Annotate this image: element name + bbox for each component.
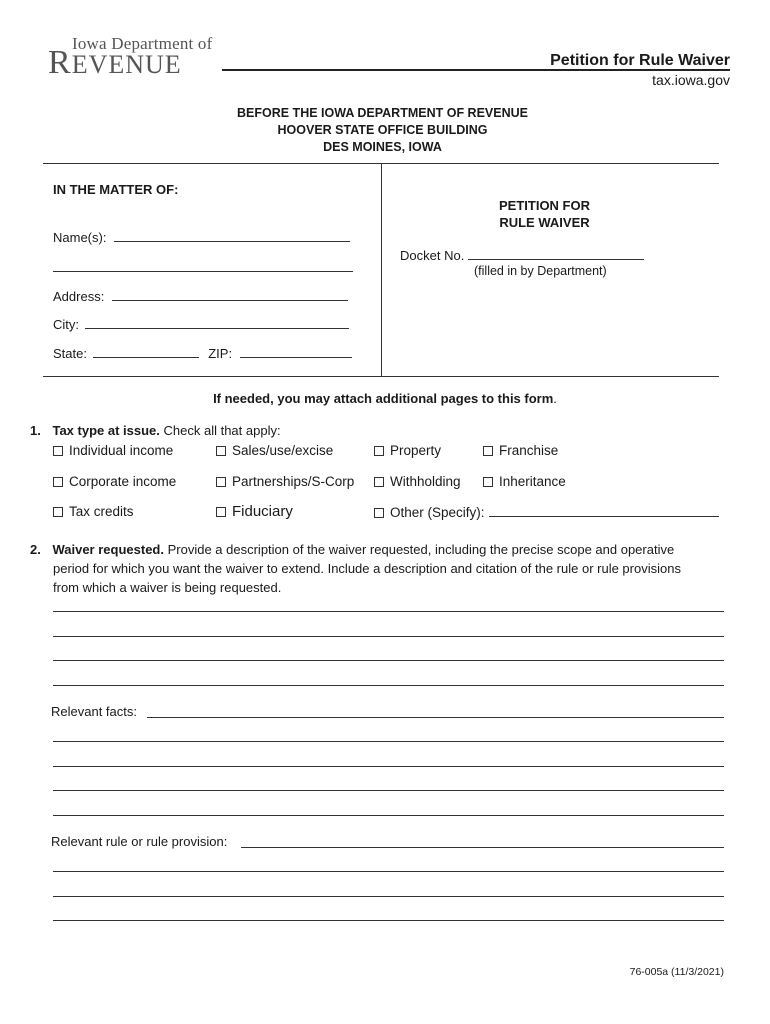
docket-note: (filled in by Department) <box>474 264 607 278</box>
option-label: Fiduciary <box>232 503 293 520</box>
rule-line-1[interactable] <box>241 847 724 848</box>
rule-line-2[interactable] <box>53 871 724 872</box>
address-label: Address: <box>53 289 105 304</box>
section2-line-1 <box>30 540 730 559</box>
attach-note <box>0 391 770 406</box>
attach-note-period: . <box>553 391 557 406</box>
form-title: Petition for Rule Waiver <box>550 52 730 69</box>
names-field[interactable] <box>114 229 350 242</box>
other-specify-field[interactable] <box>489 504 719 517</box>
option-withholding[interactable] <box>374 474 461 489</box>
heading-line-3: DES MOINES, IOWA <box>323 140 442 154</box>
option-other[interactable] <box>374 504 719 520</box>
petition-title-1: PETITION FOR <box>499 198 590 213</box>
attach-note-text: If needed, you may attach additional pages to this form <box>213 391 554 406</box>
section2-number: 2. <box>30 542 41 557</box>
option-label: Inheritance <box>499 474 566 489</box>
state-zip-row <box>53 345 352 361</box>
option-label: Franchise <box>499 443 559 458</box>
checkbox[interactable] <box>374 446 384 456</box>
website: tax.iowa.gov <box>652 72 730 88</box>
option-tax-credits[interactable] <box>53 504 134 519</box>
zip-label: ZIP: <box>208 346 233 361</box>
state-label: State: <box>53 346 87 361</box>
zip-field[interactable] <box>240 345 352 358</box>
docket-field[interactable] <box>468 247 644 260</box>
waiver-line-4[interactable] <box>53 685 724 686</box>
option-sales-use-excise[interactable] <box>216 443 333 458</box>
section1-number: 1. <box>30 423 41 438</box>
city-label: City: <box>53 317 79 332</box>
checkbox[interactable] <box>53 446 63 456</box>
section2-text-3: from which a waiver is being requested. <box>53 580 282 595</box>
facts-line-4[interactable] <box>53 790 724 791</box>
rule-line-3[interactable] <box>53 896 724 897</box>
checkbox[interactable] <box>53 507 63 517</box>
docket-label: Docket No. <box>400 248 465 263</box>
waiver-line-1[interactable] <box>53 611 724 612</box>
logo-department-text: Iowa Department of <box>72 34 213 53</box>
checkbox[interactable] <box>483 446 493 456</box>
facts-line-1[interactable] <box>147 717 724 718</box>
petition-title-2: RULE WAIVER <box>499 215 590 230</box>
logo-rest: EVENUE <box>71 50 182 79</box>
option-property[interactable] <box>374 443 441 458</box>
section2-title: Waiver requested. <box>52 542 164 557</box>
matter-label: IN THE MATTER OF: <box>53 182 179 197</box>
names-field-2[interactable] <box>53 271 353 272</box>
checkbox[interactable] <box>483 477 493 487</box>
section2-text-1: Provide a description of the waiver requested, including the precise scope and operative <box>167 542 675 557</box>
facts-line-3[interactable] <box>53 766 724 767</box>
option-inheritance[interactable] <box>483 474 566 489</box>
names-label: Name(s): <box>53 230 107 245</box>
checkbox[interactable] <box>374 477 384 487</box>
waiver-line-3[interactable] <box>53 660 724 661</box>
section1-heading <box>30 423 281 438</box>
option-label: Tax credits <box>69 504 134 519</box>
option-partnerships-s-corp[interactable] <box>216 474 354 489</box>
option-label: Withholding <box>390 474 461 489</box>
box-bottom-rule <box>43 376 719 377</box>
state-field[interactable] <box>93 345 199 358</box>
rule-line-4[interactable] <box>53 920 724 921</box>
heading-line-1: BEFORE THE IOWA DEPARTMENT OF REVENUE <box>237 106 528 120</box>
option-label: Partnerships/S-Corp <box>232 474 355 489</box>
option-label: Property <box>390 443 442 458</box>
address-field[interactable] <box>112 288 348 301</box>
facts-line-2[interactable] <box>53 741 724 742</box>
section1-instruction: Check all that apply: <box>163 423 281 438</box>
city-row <box>53 316 349 332</box>
box-divider <box>381 163 382 376</box>
option-corporate-income[interactable] <box>53 474 176 489</box>
logo-revenue <box>48 44 182 82</box>
address-row <box>53 288 348 304</box>
option-franchise[interactable] <box>483 443 558 458</box>
checkbox[interactable] <box>216 477 226 487</box>
section2-text-2: period for which you want the waiver to extend. Include a description and citation of the rule or rule provisions <box>53 561 681 576</box>
option-fiduciary[interactable] <box>216 503 293 520</box>
checkbox[interactable] <box>216 507 226 517</box>
checkbox[interactable] <box>53 477 63 487</box>
names-row <box>53 229 350 245</box>
waiver-line-2[interactable] <box>53 636 724 637</box>
docket-row <box>400 247 644 263</box>
checkbox[interactable] <box>216 446 226 456</box>
form-number: 76-005a (11/3/2021) <box>629 966 724 978</box>
option-label: Individual income <box>69 443 174 458</box>
section1-title: Tax type at issue. <box>52 423 160 438</box>
option-label: Sales/use/excise <box>232 443 334 458</box>
heading-line-2: HOOVER STATE OFFICE BUILDING <box>277 123 488 137</box>
option-individual-income[interactable] <box>53 443 173 458</box>
rule-label: Relevant rule or rule provision: <box>51 834 228 849</box>
option-label: Corporate income <box>69 474 177 489</box>
logo-r: R <box>48 44 72 81</box>
option-label: Other (Specify): <box>390 505 485 520</box>
city-field[interactable] <box>85 316 349 329</box>
facts-line-5[interactable] <box>53 815 724 816</box>
facts-label: Relevant facts: <box>51 704 137 719</box>
checkbox[interactable] <box>374 508 384 518</box>
